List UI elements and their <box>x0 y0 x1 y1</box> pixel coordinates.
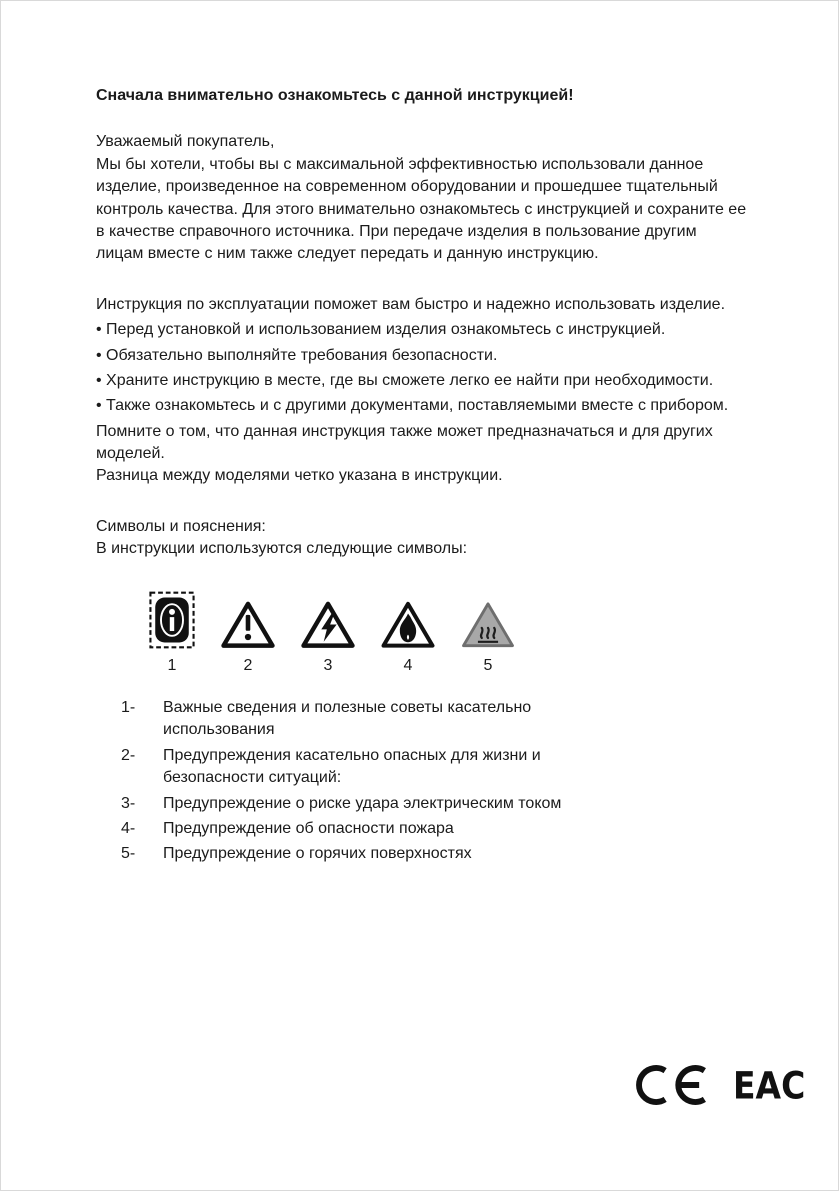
general-warning-icon <box>221 601 275 649</box>
symbol-cell <box>461 601 515 677</box>
legend-text: Предупреждение об опасности пожара <box>163 819 454 837</box>
symbols-heading: Символы и пояснения: <box>96 517 266 535</box>
fire-warning-icon <box>381 601 435 649</box>
bullet-item: • Перед установкой и использованием изделия ознакомьтесь с инструкцией. <box>96 319 748 341</box>
symbol-cell <box>381 601 435 677</box>
intro-paragraph: Мы бы хотели, чтобы вы с максимальной эффективностью использовали данное изделие, произведенное на современном оборудовании и прошедшее тщательный контроль качества. Для этого внимательно ознакомьтесь с инструкцией и сохраните ее в качестве справочного источника. При передаче изделия в пользование другим лицам вместе с ним также следует передать и данную инструкцию. <box>96 155 747 263</box>
page-title: Сначала внимательно ознакомьтесь с данной инструкцией! <box>96 87 574 104</box>
symbol-cell <box>301 601 355 677</box>
legend-item <box>121 818 596 840</box>
note-other-models: Помните о том, что данная инструкция также может предназначаться и для других моделей. <box>96 422 713 463</box>
info-icon <box>149 591 195 649</box>
legend-item <box>121 793 596 815</box>
greeting-line: Уважаемый покупатель, <box>96 133 275 151</box>
legend-number: 1- <box>121 699 136 717</box>
electric-shock-icon <box>301 601 355 649</box>
bullet-item: • Храните инструкцию в месте, где вы сможете легко ее найти при необходимости. <box>96 370 748 392</box>
legend-text: Предупреждения касательно опасных для жизни и безопасности ситуаций: <box>163 746 541 787</box>
page-content <box>96 85 748 869</box>
ce-mark-icon <box>635 1063 707 1107</box>
bullet-item: • Обязательно выполняйте требования безопасности. <box>96 345 748 367</box>
legend-item <box>121 697 596 742</box>
legend-number: 3- <box>121 794 136 812</box>
symbol-number: 2 <box>243 656 253 674</box>
note-model-difference: Разница между моделями четко указана в инструкции. <box>96 467 503 485</box>
legend-number: 5- <box>121 845 136 863</box>
legend-number: 4- <box>121 819 136 837</box>
symbol-number: 1 <box>167 656 177 674</box>
symbol-number: 5 <box>483 656 493 674</box>
legend-text: Предупреждение о горячих поверхностях <box>163 845 472 863</box>
symbol-cell <box>221 601 275 677</box>
legend-item <box>121 843 596 865</box>
symbol-cell <box>149 591 195 677</box>
bullet-list <box>96 319 748 418</box>
bullet-item: • Также ознакомьтесь и с другими документами, поставляемыми вместе с прибором. <box>96 395 748 417</box>
legend-text: Предупреждение о риске удара электрическим током <box>163 794 562 812</box>
symbols-row <box>96 591 748 677</box>
legend-item <box>121 745 596 790</box>
legend-text: Важные сведения и полезные советы касательно использования <box>163 699 532 739</box>
conformity-marks <box>635 1063 805 1107</box>
symbol-number: 3 <box>323 656 333 674</box>
hot-surface-icon <box>461 601 515 649</box>
symbol-number: 4 <box>403 656 413 674</box>
legend-number: 2- <box>121 746 136 764</box>
symbols-legend <box>96 697 596 866</box>
eac-mark: EAC <box>733 1063 806 1107</box>
usage-lead: Инструкция по эксплуатации поможет вам быстро и надежно использовать изделие. <box>96 295 726 313</box>
symbols-subheading: В инструкции используются следующие символы: <box>96 540 468 558</box>
